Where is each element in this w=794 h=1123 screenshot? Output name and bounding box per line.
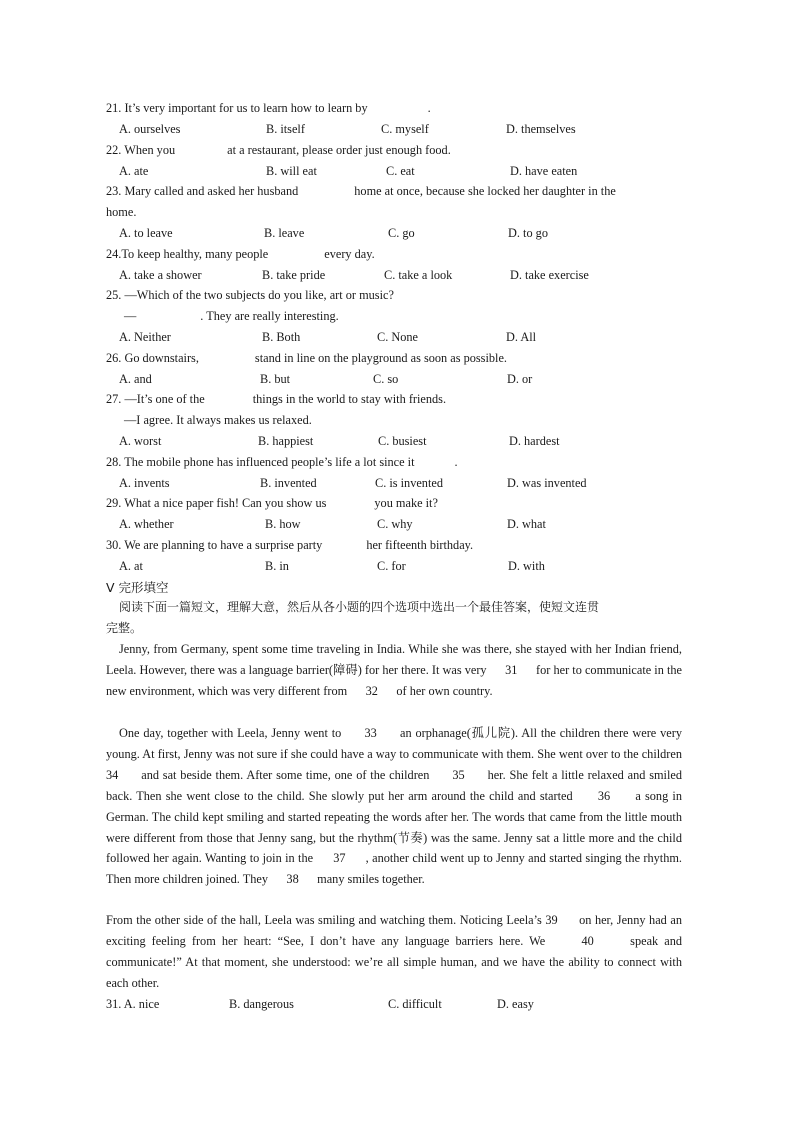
option-d: D. easy: [497, 997, 534, 1011]
question-26: 26. Go downstairs, stand in line on the playground as soon as possible.: [106, 351, 507, 365]
question-stem: When you: [124, 143, 176, 157]
option-b: B. how: [265, 517, 301, 531]
dash: —: [124, 309, 137, 323]
option-a: A. and: [119, 372, 152, 386]
question-24: 24.To keep healthy, many people every day.: [106, 247, 375, 261]
question-number: 26: [106, 351, 119, 365]
question-29: 29. What a nice paper fish! Can you show us you make it?: [106, 496, 438, 510]
option-a: A. take a shower: [119, 268, 202, 282]
option-a: A. at: [119, 559, 143, 573]
option-a: A. to leave: [119, 226, 173, 240]
question-stem: To keep healthy, many people: [121, 247, 269, 261]
question-number: 28: [106, 455, 119, 469]
question-stem-end: her fifteenth birthday.: [366, 538, 474, 552]
option-c: C. for: [377, 559, 406, 573]
question-stem: —It’s one of the: [124, 392, 205, 406]
question-23: 23. Mary called and asked her husband home at once, because she locked her daughter in the: [106, 184, 616, 198]
question-stem-end: every day.: [324, 247, 375, 261]
option-c: C. so: [373, 372, 399, 386]
option-a: A. ate: [119, 164, 149, 178]
option-c: C. go: [388, 226, 415, 240]
passage-paragraph-3: From the other side of the hall, Leela was smiling and watching them. Noticing Leela’s 39 on her, Jenny had an exciting feeling from her heart: “See, I don’t have any language barriers here. We 40 speak and communicate!” At that moment, she understood: we’re all simple human, and we have the ability to connect with each other.: [106, 913, 686, 990]
option-d: D. to go: [508, 226, 548, 240]
option-b: B. will eat: [266, 164, 317, 178]
question-27: 27. —It’s one of the things in the world to stay with friends.: [106, 392, 447, 406]
question-number: 31: [106, 997, 119, 1011]
option-b: B. in: [265, 559, 289, 573]
option-d: D. or: [507, 372, 533, 386]
option-b: B. itself: [266, 122, 305, 136]
question-number: 22: [106, 143, 119, 157]
question-stem-end: at a restaurant, please order just enough food.: [227, 143, 451, 157]
question-number: 23: [106, 184, 119, 198]
question-stem-end: you make it?: [374, 496, 438, 510]
question-25: 25. —Which of the two subjects do you like, art or music?: [106, 288, 394, 302]
question-27-reply: —I agree. It always makes us relaxed.: [124, 413, 312, 427]
question-stem: —Which of the two subjects do you like, art or music?: [124, 288, 394, 302]
question-28: 28. The mobile phone has influenced people’s life a lot since it .: [106, 455, 458, 469]
question-number: 21: [106, 101, 119, 115]
option-d: D. All: [506, 330, 537, 344]
option-a: A. ourselves: [119, 122, 181, 136]
option-d: D. what: [507, 517, 546, 531]
question-31: 31. A. nice: [106, 997, 160, 1011]
option-d: D. take exercise: [510, 268, 589, 282]
option-b: B. take pride: [262, 268, 326, 282]
option-c: C. is invented: [375, 476, 443, 490]
option-a: A. invents: [119, 476, 170, 490]
option-c: C. None: [377, 330, 418, 344]
option-d: D. hardest: [509, 434, 560, 448]
section-instruction-end: 完整。: [106, 621, 143, 635]
question-23-continued: home.: [106, 205, 137, 219]
option-d: D. have eaten: [510, 164, 578, 178]
option-c: C. myself: [381, 122, 429, 136]
question-stem-end: .: [427, 101, 431, 115]
option-a: A. nice: [123, 997, 160, 1011]
passage-paragraph-2: One day, together with Leela, Jenny went to 33 an orphanage(孤儿院). All the children there were very young. At first, Jenny was not sure if she could have a way to communicate with them. She went over to the children 34 and sat beside them. After some time, one of the children 35 her. She felt a little relaxed and smiled back. Then she went close to the child. She slowly put her arm around the child and started 36 a song in German. The child kept smiling and started repeating the words after her. The words that came from the little mouth were different from those that Jenny sang, but the rhythm(节奏) was the same. Jenny sat a little more and the child followed her again. Wanting to join in the 37 , another child went up to Jenny and started singing the rhythm. Then more children joined. They 38 many smiles together.: [106, 726, 701, 887]
option-c: C. difficult: [388, 997, 442, 1011]
question-21: 21. It’s very important for us to learn how to learn by .: [106, 101, 431, 115]
question-30: 30. We are planning to have a surprise party her fifteenth birthday.: [106, 538, 474, 552]
question-number: 25: [106, 288, 119, 302]
option-a: A. whether: [119, 517, 174, 531]
question-stem-end: home at once, because she locked her daughter in the: [354, 184, 616, 198]
option-b: B. leave: [264, 226, 305, 240]
question-stem-end: .: [454, 455, 458, 469]
question-number: 30: [106, 538, 119, 552]
question-stem: The mobile phone has influenced people’s life a lot since it: [124, 455, 415, 469]
section-instruction: 阅读下面一篇短文，理解大意，然后从各小题的四个选项中选出一个最佳答案，使短文连贯: [119, 600, 600, 614]
question-stem-end: things in the world to stay with friends.: [252, 392, 447, 406]
section-title: V 完形填空: [106, 580, 169, 595]
question-stem: It’s very important for us to learn how to learn by: [124, 101, 368, 115]
option-b: B. dangerous: [229, 997, 294, 1011]
option-d: D. with: [508, 559, 545, 573]
option-c: C. why: [377, 517, 413, 531]
question-25-reply: [124, 309, 339, 324]
question-stem: We are planning to have a surprise party: [124, 538, 323, 552]
option-c: C. eat: [386, 164, 415, 178]
option-c: C. busiest: [378, 434, 427, 448]
option-c: C. take a look: [384, 268, 453, 282]
option-b: B. happiest: [258, 434, 314, 448]
question-stem: Mary called and asked her husband: [124, 184, 299, 198]
question-number: 24: [106, 247, 119, 261]
question-stem: What a nice paper fish! Can you show us: [124, 496, 327, 510]
option-b: B. Both: [262, 330, 301, 344]
option-b: B. but: [260, 372, 291, 386]
option-a: A. Neither: [119, 330, 171, 344]
option-b: B. invented: [260, 476, 317, 490]
option-d: D. was invented: [507, 476, 587, 490]
question-number: 27: [106, 392, 119, 406]
question-stem-end: stand in line on the playground as soon as possible.: [254, 351, 507, 365]
question-22: 22. When you at a restaurant, please order just enough food.: [106, 143, 451, 157]
passage-paragraph-1: Jenny, from Germany, spent some time traveling in India. While she was there, she stayed with her Indian friend, Leela. However, there was a language barrier(障碍) for her there. It was very 31 for her to communicate in the new environment, which was very different from 32 of her own country.: [106, 642, 686, 698]
option-d: D. themselves: [506, 122, 576, 136]
question-number: 29: [106, 496, 119, 510]
question-stem: Go downstairs,: [124, 351, 199, 365]
reply-text: . They are really interesting.: [200, 309, 339, 323]
option-a: A. worst: [119, 434, 162, 448]
